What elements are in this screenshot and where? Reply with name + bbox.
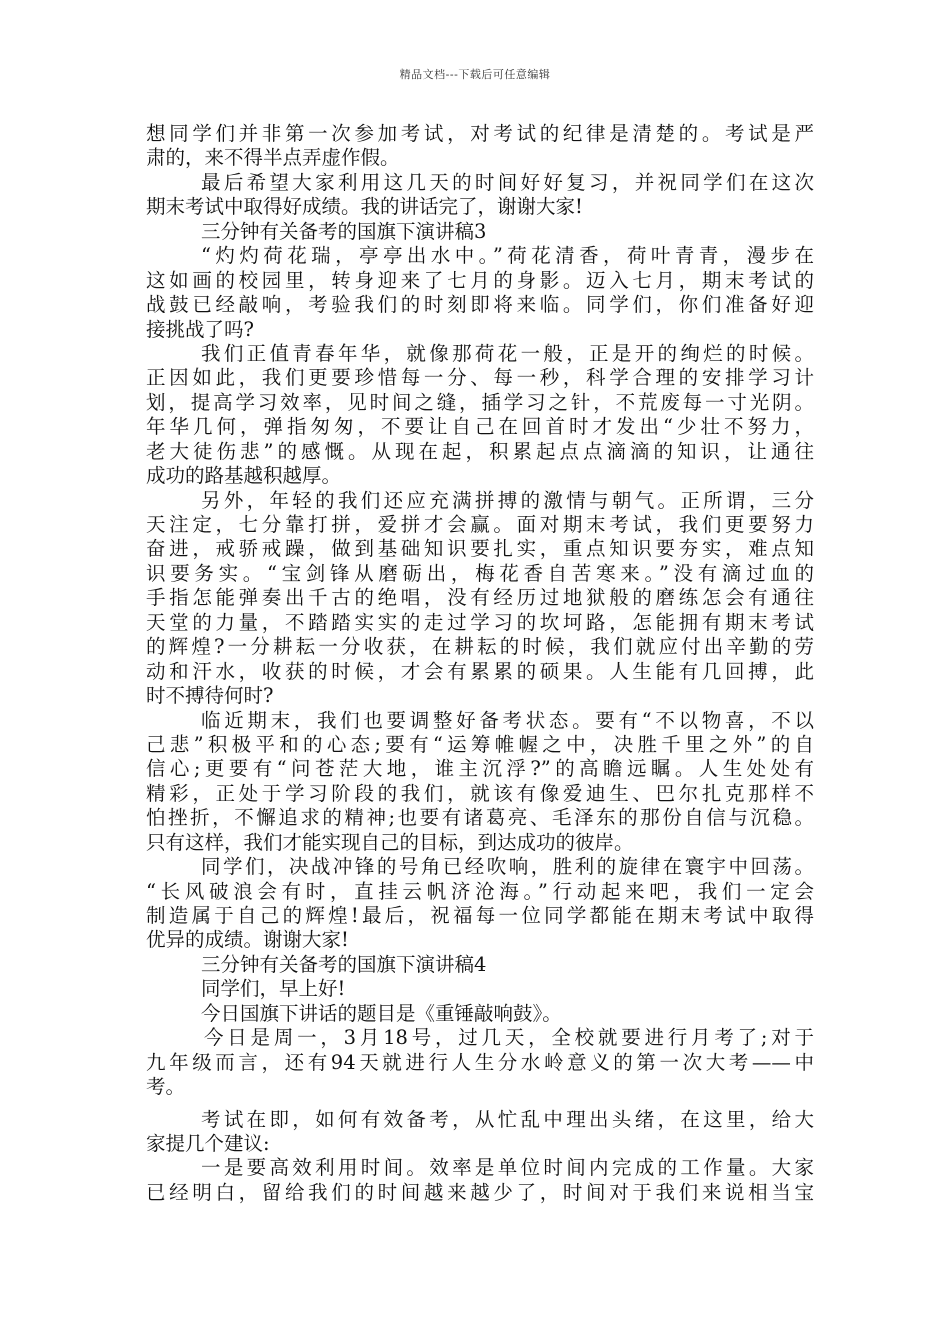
text-line: 老大徒伤悲”的感慨。从现在起，积累起点点滴滴的知识，让通往 [146,439,814,463]
text-line: 年华几何，弹指匆匆，不要让自己在回首时才发出“少壮不努力， [146,415,814,439]
text-line: 战鼓已经敲响，考验我们的时刻即将来临。同学们，你们准备好迎 [146,293,814,317]
page-header-note: 精品文档---下载后可任意编辑 [399,68,551,81]
text-line: 天注定，七分靠打拼，爱拼才会赢。面对期末考试，我们更要努力 [146,513,814,536]
text-line: 正因如此，我们更要珍惜每一分、每一秒，科学合理的安排学习计 [146,366,814,390]
section-heading: 三分钟有关备考的国旗下演讲稿3 [201,219,487,243]
text-line: 成功的路基越积越厚。 [146,464,342,488]
text-line: 今日国旗下讲话的题目是《重锤敲响鼓》。 [201,1001,562,1025]
text-line: 只有这样，我们才能实现自己的目标，到达成功的彼岸。 [146,830,634,854]
text-line: 划，提高学习效率，见时间之缝，插学习之针，不荒废每一寸光阴。 [146,390,814,414]
text-line: 天堂的力量，不踏踏实实的走过学习的坎坷路，怎能拥有期末考试 [146,610,814,634]
text-line: 怕挫折，不懈追求的精神;也要有诸葛亮、毛泽东的那份自信与沉稳。 [146,806,814,830]
text-line: 优异的成绩。谢谢大家! [146,928,349,952]
text-line: 时不搏待何时? [146,684,274,708]
text-line: 今日是周一，3月18号，过几天，全校就要进行月考了;对于 [204,1026,814,1050]
text-line: 奋进，戒骄戒躁，做到基础知识要扎实，重点知识要夯实，难点知 [146,537,814,561]
text-line: “灼灼荷花瑞，亭亭出水中。”荷花清香，荷叶青青，漫步在 [201,244,814,268]
text-line: 手指怎能弹奏出千古的绝唱，没有经历过地狱般的磨练怎会有通往 [146,586,814,610]
section-heading: 三分钟有关备考的国旗下演讲稿4 [201,952,487,976]
text-line: 一是要高效利用时间。效率是单位时间内完成的工作量。大家 [201,1156,814,1180]
text-line: 临近期末，我们也要调整好备考状态。要有“不以物喜，不以 [201,708,814,732]
text-line: 同学们，早上好! [201,977,346,1001]
text-line: 另外，年轻的我们还应充满拼搏的激情与朝气。正所谓，三分 [201,488,814,512]
document-body [146,122,814,1205]
text-line: 我们正值青春年华，就像那荷花一般，正是开的绚烂的时候。 [201,341,814,365]
text-line: 想同学们并非第一次参加考试，对考试的纪律是清楚的。考试是严 [146,122,814,145]
text-line: 精彩，正处于学习阶段的我们，就该有像爱迪生、巴尔扎克那样不 [146,781,814,805]
text-line: 考试在即，如何有效备考，从忙乱中理出头绪，在这里，给大 [201,1107,814,1131]
text-line: 信心;更要有“问苍茫大地，谁主沉浮?”的高瞻远瞩。人生处处有 [146,757,814,781]
text-line: 肃的，来不得半点弄虚作假。 [146,146,400,170]
text-line: 九年级而言，还有94天就进行人生分水岭意义的第一次大考——中 [146,1050,814,1074]
text-line: 制造属于自己的辉煌!最后，祝福每一位同学都能在期末考试中取得 [146,904,814,927]
text-line: 考。 [146,1075,186,1099]
text-line: 期末考试中取得好成绩。我的讲话完了，谢谢大家! [146,195,583,219]
text-line: 最后希望大家利用这几天的时间好好复习，并祝同学们在这次 [201,170,814,194]
text-line: 动和汗水，收获的时候，才会有累累的硕果。人生能有几回搏，此 [146,659,814,683]
text-line: 的辉煌?一分耕耘一分收获，在耕耘的时候，我们就应付出辛勤的劳 [146,635,814,659]
text-line: 识要务实。“宝剑锋从磨砺出，梅花香自苦寒来。”没有滴过血的 [146,561,814,585]
text-line: 家提几个建议: [146,1131,270,1155]
text-line: 接挑战了吗? [146,317,254,341]
text-line: 己悲”积极平和的心态;要有“运筹帷幄之中，决胜千里之外”的自 [146,732,814,756]
text-line: 同学们，决战冲锋的号角已经吹响，胜利的旋律在寰宇中回荡。 [201,855,814,879]
text-line: “长风破浪会有时，直挂云帆济沧海。”行动起来吧，我们一定会 [146,879,814,903]
text-line: 这如画的校园里，转身迎来了七月的身影。迈入七月，期末考试的 [146,268,814,292]
text-line: 已经明白，留给我们的时间越来越少了，时间对于我们来说相当宝 [146,1180,814,1204]
